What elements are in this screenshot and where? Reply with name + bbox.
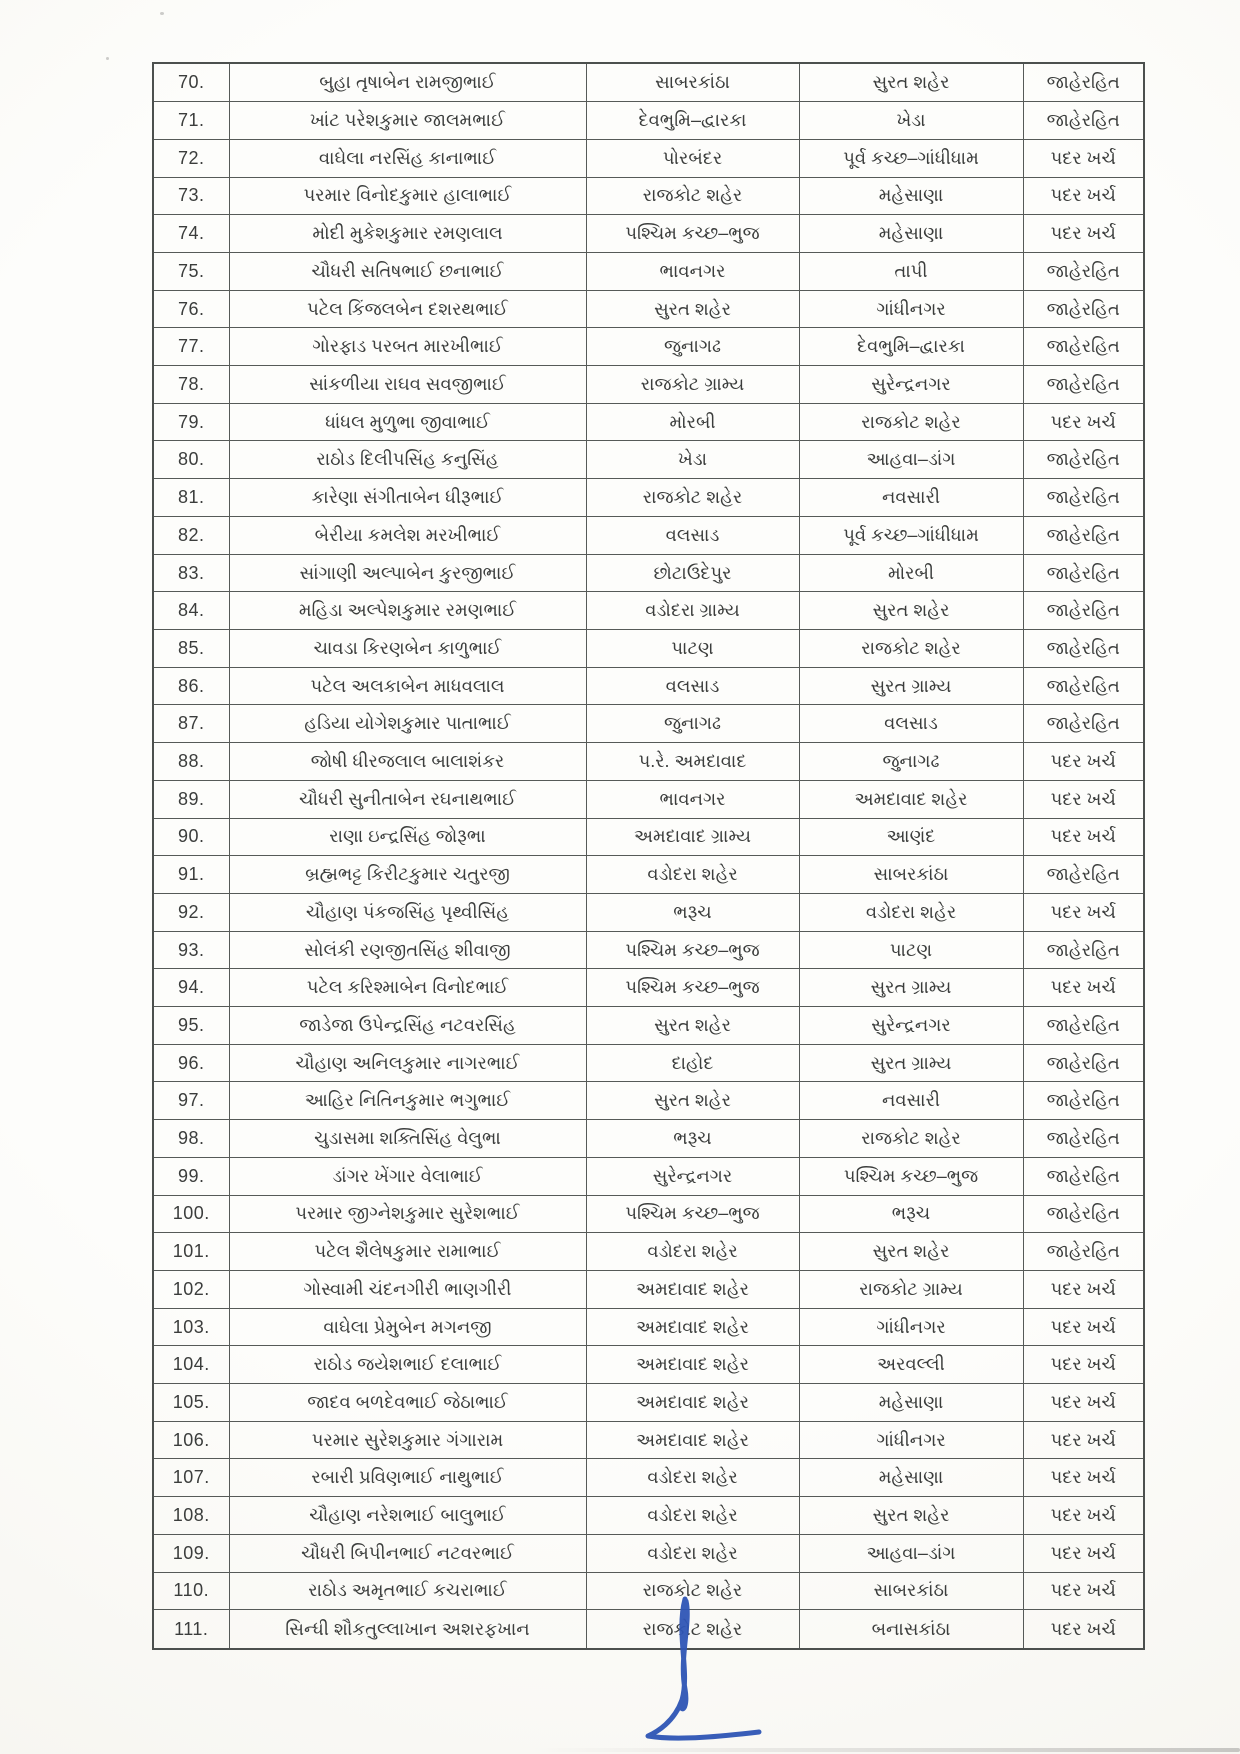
scan-edge-shadow xyxy=(530,1748,1240,1752)
status-cell: પદર ખર્ચ xyxy=(1023,1459,1144,1497)
table-row xyxy=(153,479,1144,517)
status-cell: જાહેરહિત xyxy=(1023,931,1144,969)
table-row xyxy=(153,1120,1144,1158)
name-cell: વાઘેલા પ્રેમુબેન મગનજી xyxy=(229,1308,586,1346)
table-row xyxy=(153,366,1144,404)
district-b-cell: ગાંધીનગર xyxy=(799,1421,1023,1459)
status-cell: પદર ખર્ચ xyxy=(1023,818,1144,856)
district-b-cell: સાબરકાંઠા xyxy=(799,856,1023,894)
table-row xyxy=(153,328,1144,366)
name-cell: વાઘેલા નરસિંહ કાનાભાઈ xyxy=(229,139,586,177)
district-b-cell: સુરત શહેર xyxy=(799,1497,1023,1535)
table-row xyxy=(153,1007,1144,1045)
name-cell: મહિડા અલ્પેશકુમાર રમણભાઈ xyxy=(229,592,586,630)
serial-cell: 82. xyxy=(153,516,229,554)
district-a-cell: અમદાવાદ શહેર xyxy=(586,1346,799,1384)
district-a-cell: મોરબી xyxy=(586,403,799,441)
serial-cell: 73. xyxy=(153,177,229,215)
table-row xyxy=(153,441,1144,479)
district-b-cell: સાબરકાંઠા xyxy=(799,1572,1023,1610)
district-b-cell: જુનાગઢ xyxy=(799,743,1023,781)
table-row xyxy=(153,554,1144,592)
status-cell: જાહેરહિત xyxy=(1023,1120,1144,1158)
table-row xyxy=(153,743,1144,781)
district-a-cell: અમદાવાદ શહેર xyxy=(586,1308,799,1346)
status-cell: જાહેરહિત xyxy=(1023,1233,1144,1271)
serial-cell: 93. xyxy=(153,931,229,969)
table-row xyxy=(153,1157,1144,1195)
name-cell: બેરીયા કમલેશ મરખીભાઈ xyxy=(229,516,586,554)
serial-cell: 94. xyxy=(153,969,229,1007)
district-b-cell: મહેસાણા xyxy=(799,215,1023,253)
district-a-cell: સુરત શહેર xyxy=(586,1007,799,1045)
district-a-cell: પશ્ચિમ કચ્છ–ભુજ xyxy=(586,969,799,1007)
district-b-cell: દેવભુમિ–દ્વારકા xyxy=(799,328,1023,366)
district-a-cell: વડોદરા ગ્રામ્ય xyxy=(586,592,799,630)
table-row xyxy=(153,667,1144,705)
district-b-cell: વલસાડ xyxy=(799,705,1023,743)
status-cell: પદર ખર્ચ xyxy=(1023,1610,1144,1649)
district-a-cell: પશ્ચિમ કચ્છ–ભુજ xyxy=(586,931,799,969)
serial-cell: 90. xyxy=(153,818,229,856)
serial-cell: 111. xyxy=(153,1610,229,1649)
serial-cell: 104. xyxy=(153,1346,229,1384)
district-a-cell: પશ્ચિમ કચ્છ–ભુજ xyxy=(586,215,799,253)
district-a-cell: ભરૂચ xyxy=(586,893,799,931)
status-cell: જાહેરહિત xyxy=(1023,441,1144,479)
district-a-cell: પશ્ચિમ કચ્છ–ભુજ xyxy=(586,1195,799,1233)
status-cell: જાહેરહિત xyxy=(1023,290,1144,328)
serial-cell: 89. xyxy=(153,780,229,818)
table-row xyxy=(153,290,1144,328)
district-b-cell: સુરત શહેર xyxy=(799,1233,1023,1271)
table-row xyxy=(153,1534,1144,1572)
serial-cell: 95. xyxy=(153,1007,229,1045)
name-cell: ખાંટ પરેશકુમાર જાલમભાઈ xyxy=(229,102,586,140)
serial-cell: 103. xyxy=(153,1308,229,1346)
name-cell: રાઠોડ જયેશભાઈ દલાભાઈ xyxy=(229,1346,586,1384)
district-b-cell: રાજકોટ શહેર xyxy=(799,403,1023,441)
district-b-cell: સુરેન્દ્રનગર xyxy=(799,366,1023,404)
district-a-cell: સુરત શહેર xyxy=(586,290,799,328)
district-a-cell: વડોદરા શહેર xyxy=(586,856,799,894)
district-b-cell: નવસારી xyxy=(799,1082,1023,1120)
name-cell: પટેલ કિંજલબેન દશરથભાઈ xyxy=(229,290,586,328)
status-cell: પદર ખર્ચ xyxy=(1023,1421,1144,1459)
table-row xyxy=(153,1572,1144,1610)
roster-table-body xyxy=(153,63,1144,1649)
district-a-cell: સુરત શહેર xyxy=(586,1082,799,1120)
serial-cell: 78. xyxy=(153,366,229,404)
serial-cell: 105. xyxy=(153,1384,229,1422)
district-a-cell: અમદાવાદ ગ્રામ્ય xyxy=(586,818,799,856)
status-cell: પદર ખર્ચ xyxy=(1023,177,1144,215)
district-b-cell: સુરત ગ્રામ્ય xyxy=(799,969,1023,1007)
status-cell: જાહેરહિત xyxy=(1023,1044,1144,1082)
serial-cell: 76. xyxy=(153,290,229,328)
table-row xyxy=(153,705,1144,743)
table-row xyxy=(153,63,1144,102)
district-b-cell: પાટણ xyxy=(799,931,1023,969)
status-cell: જાહેરહિત xyxy=(1023,516,1144,554)
table-row xyxy=(153,252,1144,290)
name-cell: રાણા ઇન્દ્રસિંહ જોરૂભા xyxy=(229,818,586,856)
status-cell: પદર ખર્ચ xyxy=(1023,215,1144,253)
serial-cell: 109. xyxy=(153,1534,229,1572)
serial-cell: 106. xyxy=(153,1421,229,1459)
serial-cell: 70. xyxy=(153,63,229,102)
name-cell: મોદી મુકેશકુમાર રમણલાલ xyxy=(229,215,586,253)
district-a-cell: રાજકોટ શહેર xyxy=(586,1610,799,1649)
district-b-cell: સુરત ગ્રામ્ય xyxy=(799,1044,1023,1082)
district-b-cell: આહવા–ડાંગ xyxy=(799,1534,1023,1572)
district-b-cell: સુરેન્દ્રનગર xyxy=(799,1007,1023,1045)
status-cell: પદર ખર્ચ xyxy=(1023,139,1144,177)
table-row xyxy=(153,1610,1144,1649)
status-cell: જાહેરહિત xyxy=(1023,328,1144,366)
status-cell: પદર ખર્ચ xyxy=(1023,1384,1144,1422)
serial-cell: 71. xyxy=(153,102,229,140)
status-cell: જાહેરહિત xyxy=(1023,856,1144,894)
name-cell: સાંગાણી અલ્પાબેન કુરજીભાઈ xyxy=(229,554,586,592)
name-cell: પટેલ કરિશ્માબેન વિનોદભાઈ xyxy=(229,969,586,1007)
serial-cell: 100. xyxy=(153,1195,229,1233)
name-cell: બુહા તૃષાબેન રામજીભાઈ xyxy=(229,63,586,102)
district-a-cell: રાજકોટ શહેર xyxy=(586,177,799,215)
district-b-cell: રાજકોટ શહેર xyxy=(799,1120,1023,1158)
district-a-cell: ભરૂચ xyxy=(586,1120,799,1158)
district-b-cell: મહેસાણા xyxy=(799,1459,1023,1497)
scan-speck xyxy=(106,57,109,60)
table-row xyxy=(153,630,1144,668)
serial-cell: 108. xyxy=(153,1497,229,1535)
status-cell: જાહેરહિત xyxy=(1023,705,1144,743)
table-row xyxy=(153,818,1144,856)
serial-cell: 86. xyxy=(153,667,229,705)
status-cell: પદર ખર્ચ xyxy=(1023,1497,1144,1535)
district-a-cell: પ.રે. અમદાવાદ xyxy=(586,743,799,781)
district-a-cell: રાજકોટ શહેર xyxy=(586,479,799,517)
name-cell: જાદવ બળદેવભાઈ જેઠાભાઈ xyxy=(229,1384,586,1422)
district-b-cell: વડોદરા શહેર xyxy=(799,893,1023,931)
status-cell: પદર ખર્ચ xyxy=(1023,1346,1144,1384)
name-cell: બ્રહ્મભટ્ટ કિરીટકુમાર ચતુરજી xyxy=(229,856,586,894)
district-b-cell: આણંદ xyxy=(799,818,1023,856)
serial-cell: 101. xyxy=(153,1233,229,1271)
district-b-cell: ગાંધીનગર xyxy=(799,290,1023,328)
table-row xyxy=(153,1308,1144,1346)
district-a-cell: પાટણ xyxy=(586,630,799,668)
table-row xyxy=(153,1195,1144,1233)
status-cell: જાહેરહિત xyxy=(1023,63,1144,102)
district-a-cell: અમદાવાદ શહેર xyxy=(586,1270,799,1308)
table-row xyxy=(153,403,1144,441)
table-row xyxy=(153,856,1144,894)
name-cell: ચૌધરી સતિષભાઈ છનાભાઈ xyxy=(229,252,586,290)
table-row xyxy=(153,139,1144,177)
table-row xyxy=(153,969,1144,1007)
table-row xyxy=(153,1044,1144,1082)
status-cell: જાહેરહિત xyxy=(1023,479,1144,517)
name-cell: પરમાર જીગ્નેશકુમાર સુરેશભાઈ xyxy=(229,1195,586,1233)
district-a-cell: વડોદરા શહેર xyxy=(586,1534,799,1572)
serial-cell: 81. xyxy=(153,479,229,517)
name-cell: ચૌહાણ પંકજસિંહ પૃથ્વીસિંહ xyxy=(229,893,586,931)
status-cell: જાહેરહિત xyxy=(1023,554,1144,592)
name-cell: પરમાર સુરેશકુમાર ગંગારામ xyxy=(229,1421,586,1459)
status-cell: જાહેરહિત xyxy=(1023,1082,1144,1120)
district-b-cell: બનાસકાંઠા xyxy=(799,1610,1023,1649)
status-cell: જાહેરહિત xyxy=(1023,1157,1144,1195)
name-cell: સોલંકી રણજીતસિંહ શીવાજી xyxy=(229,931,586,969)
table-row xyxy=(153,1421,1144,1459)
status-cell: જાહેરહિત xyxy=(1023,252,1144,290)
name-cell: હડિયા યોગેશકુમાર પાતાભાઈ xyxy=(229,705,586,743)
status-cell: પદર ખર્ચ xyxy=(1023,969,1144,1007)
scan-speck xyxy=(160,12,164,15)
status-cell: પદર ખર્ચ xyxy=(1023,743,1144,781)
status-cell: પદર ખર્ચ xyxy=(1023,1534,1144,1572)
name-cell: ધાંધલ મુળુભા જીવાભાઈ xyxy=(229,403,586,441)
district-a-cell: વડોદરા શહેર xyxy=(586,1459,799,1497)
table-row xyxy=(153,102,1144,140)
district-a-cell: ભાવનગર xyxy=(586,780,799,818)
name-cell: ચૌહાણ નરેશભાઈ બાલુભાઈ xyxy=(229,1497,586,1535)
district-a-cell: છોટાઉદેપુર xyxy=(586,554,799,592)
table-row xyxy=(153,1459,1144,1497)
status-cell: પદર ખર્ચ xyxy=(1023,1308,1144,1346)
district-b-cell: ભરૂચ xyxy=(799,1195,1023,1233)
serial-cell: 92. xyxy=(153,893,229,931)
district-b-cell: મોરબી xyxy=(799,554,1023,592)
district-b-cell: રાજકોટ ગ્રામ્ય xyxy=(799,1270,1023,1308)
status-cell: જાહેરહિત xyxy=(1023,630,1144,668)
district-b-cell: રાજકોટ શહેર xyxy=(799,630,1023,668)
status-cell: જાહેરહિત xyxy=(1023,102,1144,140)
status-cell: પદર ખર્ચ xyxy=(1023,1270,1144,1308)
name-cell: ડાંગર ખેંગાર વેલાભાઈ xyxy=(229,1157,586,1195)
status-cell: જાહેરહિત xyxy=(1023,1007,1144,1045)
district-a-cell: અમદાવાદ શહેર xyxy=(586,1421,799,1459)
district-b-cell: સુરત શહેર xyxy=(799,63,1023,102)
name-cell: પટેલ અલકાબેન માધવલાલ xyxy=(229,667,586,705)
district-b-cell: અમદાવાદ શહેર xyxy=(799,780,1023,818)
district-a-cell: ભાવનગર xyxy=(586,252,799,290)
name-cell: પરમાર વિનોદકુમાર હાલાભાઈ xyxy=(229,177,586,215)
district-b-cell: આહવા–ડાંગ xyxy=(799,441,1023,479)
district-b-cell: મહેસાણા xyxy=(799,177,1023,215)
status-cell: જાહેરહિત xyxy=(1023,667,1144,705)
serial-cell: 99. xyxy=(153,1157,229,1195)
table-row xyxy=(153,1497,1144,1535)
district-a-cell: અમદાવાદ શહેર xyxy=(586,1384,799,1422)
serial-cell: 77. xyxy=(153,328,229,366)
name-cell: સાંકળીયા રાઘવ સવજીભાઈ xyxy=(229,366,586,404)
district-a-cell: સુરેન્દ્રનગર xyxy=(586,1157,799,1195)
name-cell: પટેલ શૈલેષકુમાર રામાભાઈ xyxy=(229,1233,586,1271)
name-cell: ગોસ્વામી ચંદનગીરી ભાણગીરી xyxy=(229,1270,586,1308)
district-b-cell: પૂર્વ કચ્છ–ગાંધીધામ xyxy=(799,139,1023,177)
status-cell: પદર ખર્ચ xyxy=(1023,403,1144,441)
district-a-cell: વલસાડ xyxy=(586,667,799,705)
table-row xyxy=(153,215,1144,253)
district-b-cell: પશ્ચિમ કચ્છ–ભુજ xyxy=(799,1157,1023,1195)
table-row xyxy=(153,1082,1144,1120)
serial-cell: 107. xyxy=(153,1459,229,1497)
district-a-cell: જુનાગઢ xyxy=(586,328,799,366)
district-a-cell: રાજકોટ શહેર xyxy=(586,1572,799,1610)
table-row xyxy=(153,592,1144,630)
name-cell: કારેણા સંગીતાબેન ધીરૂભાઈ xyxy=(229,479,586,517)
table-row xyxy=(153,931,1144,969)
district-a-cell: પોરબંદર xyxy=(586,139,799,177)
name-cell: આહિર નિતિનકુમાર ભગુભાઈ xyxy=(229,1082,586,1120)
district-a-cell: વલસાડ xyxy=(586,516,799,554)
district-b-cell: ગાંધીનગર xyxy=(799,1308,1023,1346)
serial-cell: 102. xyxy=(153,1270,229,1308)
district-a-cell: ખેડા xyxy=(586,441,799,479)
district-a-cell: જુનાગઢ xyxy=(586,705,799,743)
table-row xyxy=(153,1233,1144,1271)
table-row xyxy=(153,177,1144,215)
name-cell: રબારી પ્રવિણભાઈ નાથુભાઈ xyxy=(229,1459,586,1497)
table-row xyxy=(153,516,1144,554)
status-cell: પદર ખર્ચ xyxy=(1023,780,1144,818)
roster-table xyxy=(152,62,1145,1650)
status-cell: પદર ખર્ચ xyxy=(1023,893,1144,931)
district-b-cell: તાપી xyxy=(799,252,1023,290)
name-cell: ચાવડા કિરણબેન કાળુભાઈ xyxy=(229,630,586,668)
table-row xyxy=(153,780,1144,818)
serial-cell: 80. xyxy=(153,441,229,479)
district-a-cell: દેવભુમિ–દ્વારકા xyxy=(586,102,799,140)
serial-cell: 88. xyxy=(153,743,229,781)
serial-cell: 98. xyxy=(153,1120,229,1158)
name-cell: રાઠોડ દિલીપસિંહ કનુસિંહ xyxy=(229,441,586,479)
district-b-cell: સુરત ગ્રામ્ય xyxy=(799,667,1023,705)
name-cell: ચૌહાણ અનિલકુમાર નાગરભાઈ xyxy=(229,1044,586,1082)
table-row xyxy=(153,1346,1144,1384)
district-b-cell: ખેડા xyxy=(799,102,1023,140)
serial-cell: 83. xyxy=(153,554,229,592)
status-cell: જાહેરહિત xyxy=(1023,592,1144,630)
table-row xyxy=(153,1384,1144,1422)
serial-cell: 74. xyxy=(153,215,229,253)
table-row xyxy=(153,1270,1144,1308)
serial-cell: 110. xyxy=(153,1572,229,1610)
name-cell: ગોરફાડ પરબત મારખીભાઈ xyxy=(229,328,586,366)
status-cell: જાહેરહિત xyxy=(1023,1195,1144,1233)
serial-cell: 85. xyxy=(153,630,229,668)
district-b-cell: અરવલ્લી xyxy=(799,1346,1023,1384)
district-a-cell: સાબરકાંઠા xyxy=(586,63,799,102)
district-a-cell: દાહોદ xyxy=(586,1044,799,1082)
serial-cell: 87. xyxy=(153,705,229,743)
status-cell: પદર ખર્ચ xyxy=(1023,1572,1144,1610)
district-a-cell: વડોદરા શહેર xyxy=(586,1233,799,1271)
name-cell: ચુડાસમા શક્તિસિંહ વેલુભા xyxy=(229,1120,586,1158)
district-a-cell: રાજકોટ ગ્રામ્ય xyxy=(586,366,799,404)
table-row xyxy=(153,893,1144,931)
name-cell: સિન્ધી શૌકતુલ્લાખાન અશરફખાન xyxy=(229,1610,586,1649)
name-cell: જાડેજા ઉપેન્દ્રસિંહ નટવરસિંહ xyxy=(229,1007,586,1045)
serial-cell: 79. xyxy=(153,403,229,441)
serial-cell: 84. xyxy=(153,592,229,630)
district-b-cell: નવસારી xyxy=(799,479,1023,517)
name-cell: જોષી ધીરજલાલ બાલાશંકર xyxy=(229,743,586,781)
name-cell: રાઠોડ અમૃતભાઈ કચરાભાઈ xyxy=(229,1572,586,1610)
serial-cell: 96. xyxy=(153,1044,229,1082)
district-a-cell: વડોદરા શહેર xyxy=(586,1497,799,1535)
serial-cell: 72. xyxy=(153,139,229,177)
name-cell: ચૌધરી સુનીતાબેન રઘનાથભાઈ xyxy=(229,780,586,818)
district-b-cell: સુરત શહેર xyxy=(799,592,1023,630)
serial-cell: 91. xyxy=(153,856,229,894)
name-cell: ચૌધરી બિપીનભાઈ નટવરભાઈ xyxy=(229,1534,586,1572)
district-b-cell: પૂર્વ કચ્છ–ગાંધીધામ xyxy=(799,516,1023,554)
serial-cell: 75. xyxy=(153,252,229,290)
serial-cell: 97. xyxy=(153,1082,229,1120)
status-cell: જાહેરહિત xyxy=(1023,366,1144,404)
district-b-cell: મહેસાણા xyxy=(799,1384,1023,1422)
